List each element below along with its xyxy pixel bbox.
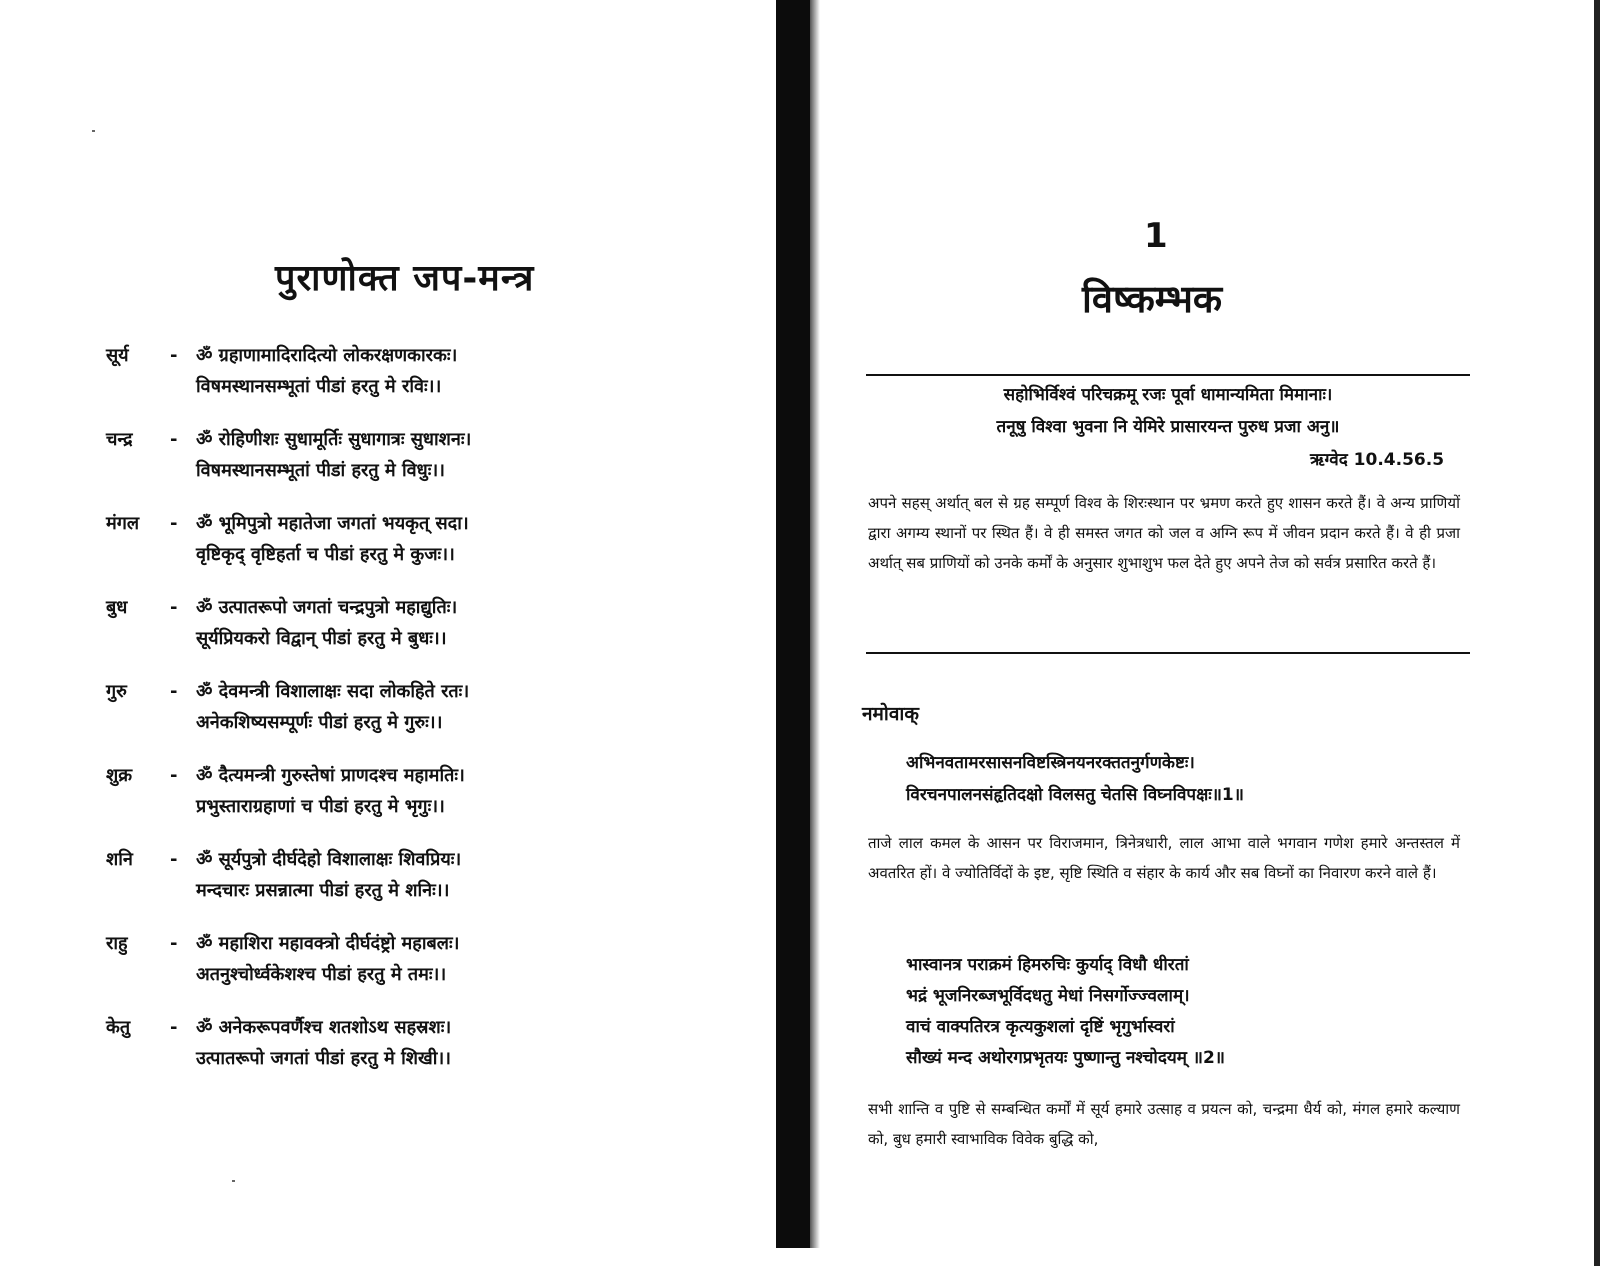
mantra-line: ॐ देवमन्त्री विशालाक्षः सदा लोकहिते रतः।: [196, 681, 470, 702]
sloka-line: सौख्यं मन्द अथोरगप्रभृतयः पुष्णान्तु नश्चोदयम् ॥2॥: [906, 1048, 1225, 1068]
chapter-number: 1: [1144, 216, 1168, 256]
sloka-line: वाचं वाक्पतिरत्र कृत्यकुशलां दृष्टिं भृगुर्भास्वरां: [906, 1017, 1175, 1037]
mantra-line: ॐ भूमिपुत्रो महातेजा जगतां भयकृत् सदा।: [196, 513, 469, 534]
book-spine: [776, 0, 810, 1248]
sloka-meaning: ताजे लाल कमल के आसन पर विराजमान, त्रिनेत्रधारी, लाल आभा वाले भगवान गणेश हमारे अन्तस्तल में अवतरित हों। वे ज्योतिर्विदों के इष्ट, सृष्टि स्थिति व संहार के कार्य और सब विघ्नों का निवारण करने वाले हैं।: [868, 834, 1460, 882]
mantra-list: [106, 340, 586, 1096]
mantra-line: ॐ सूर्यपुत्रो दीर्घदेहो विशालाक्षः शिवप्रियः।: [196, 849, 462, 870]
planet-name: बुध: [106, 597, 128, 618]
mantra-entry: [106, 676, 586, 760]
planet-name: सूर्य: [106, 345, 129, 366]
page-title: पुराणोक्त जप-मन्त्र: [275, 258, 535, 299]
mantra-entry: [106, 424, 586, 508]
divider-rule: [866, 374, 1470, 376]
planet-name: केतु: [106, 1017, 131, 1038]
mantra-line: ॐ रोहिणीशः सुधामूर्तिः सुधागात्रः सुधाशनः।: [196, 429, 472, 450]
mantra-line: वृष्टिकृद् वृष्टिहर्ता च पीडां हरतु मे कुजः।।: [196, 544, 455, 565]
mantra-line: ॐ दैत्यमन्त्री गुरुस्तेषां प्राणदश्च महामतिः।: [196, 765, 465, 786]
separator-dash: -: [170, 597, 178, 618]
epigraph-meaning: अपने सहस् अर्थात् बल से ग्रह सम्पूर्ण विश्व के शिरःस्थान पर भ्रमण करते हुए शासन करते हैं। वे अन्य प्राणियों द्वारा अगम्य स्थानों पर स्थित हैं। वे ही समस्त जगत को जल व अग्नि रूप में जीवन प्रदान करते हैं। वे ही प्रजा अर्थात् सब प्राणियों को उनके कर्मों के अनुसार शुभाशुभ फल देते हुए अपने तेज को सर्वत्र प्रसारित करते हैं।: [868, 494, 1460, 572]
mantra-entry: [106, 508, 586, 592]
mantra-entry: [106, 340, 586, 424]
mantra-line: अनेकशिष्यसम्पूर्णः पीडां हरतु मे गुरुः।।: [196, 712, 443, 733]
mantra-line: ॐ उत्पातरूपो जगतां चन्द्रपुत्रो महाद्युतिः।: [196, 597, 458, 618]
separator-dash: -: [170, 849, 178, 870]
separator-dash: -: [170, 1017, 178, 1038]
mantra-line: सूर्यप्रियकरो विद्वान् पीडां हरतु मे बुधः।।: [196, 628, 447, 649]
mantra-line: प्रभुस्ताराग्रहाणां च पीडां हरतु मे भृगुः।।: [196, 796, 445, 817]
separator-dash: -: [170, 681, 178, 702]
planet-name: शुक्र: [106, 765, 133, 786]
section-heading: नमोवाक्: [862, 703, 919, 725]
planet-name: गुरु: [106, 681, 127, 702]
sloka-line: अभिनवतामरसासनविष्टस्त्रिनयनरक्ततनुर्गणकेष्टः।: [906, 753, 1195, 773]
epigraph-source: ऋग्वेद 10.4.56.5: [1310, 450, 1445, 470]
mantra-line: उत्पातरूपो जगतां पीडां हरतु मे शिखी।।: [196, 1048, 451, 1069]
mantra-entry: [106, 1012, 586, 1096]
mantra-line: मन्दचारः प्रसन्नात्मा पीडां हरतु मे शनिः।।: [196, 880, 450, 901]
planet-name: राहु: [106, 933, 128, 954]
mantra-line: ॐ महाशिरा महावक्त्रो दीर्घदंष्ट्रो महाबलः।: [196, 933, 460, 954]
scan-speck: [232, 1180, 235, 1182]
planet-name: शनि: [106, 849, 133, 870]
separator-dash: -: [170, 933, 178, 954]
spine-shadow: [810, 0, 820, 1248]
epigraph-line: तनूषु विश्वा भुवना नि येमिरे प्रासारयन्त पुरुध प्रजा अनु॥: [996, 417, 1340, 437]
mantra-entry: [106, 592, 586, 676]
separator-dash: -: [170, 765, 178, 786]
sloka-meaning: सभी शान्ति व पुष्टि से सम्बन्धित कर्मों में सूर्य हमारे उत्साह व प्रयत्न को, चन्द्रमा धैर्य को, मंगल हमारे कल्याण को, बुध हमारी स्वाभाविक विवेक बुद्धि को,: [868, 1100, 1460, 1148]
separator-dash: -: [170, 345, 178, 366]
mantra-line: विषमस्थानसम्भूतां पीडां हरतु मे रविः।।: [196, 376, 442, 397]
mantra-line: ॐ अनेकरूपवर्णैश्च शतशोऽथ सहस्रशः।: [196, 1017, 452, 1038]
mantra-entry: [106, 760, 586, 844]
sloka-line: भास्वानत्र पराक्रमं हिमरुचिः कुर्याद् विधौ धीरतां: [906, 955, 1189, 975]
planet-name: चन्द्र: [106, 429, 133, 450]
scan-speck: [92, 130, 95, 132]
mantra-entry: [106, 928, 586, 1012]
page-edge: [1594, 0, 1600, 1266]
mantra-line: ॐ ग्रहाणामादिरादित्यो लोकरक्षणकारकः।: [196, 345, 458, 366]
mantra-line: अतनुश्चोर्ध्वकेशश्च पीडां हरतु मे तमः।।: [196, 964, 447, 985]
sloka-line: भद्रं भूजनिरब्जभूर्विदधतु मेधां निसर्गोज्ज्वलाम्।: [906, 986, 1190, 1006]
divider-rule: [866, 652, 1470, 654]
chapter-title: विष्कम्भक: [1082, 277, 1223, 321]
separator-dash: -: [170, 513, 178, 534]
sloka-line: विरचनपालनसंहृतिदक्षो विलसतु चेतसि विघ्नविपक्षः॥1॥: [906, 785, 1244, 805]
mantra-entry: [106, 844, 586, 928]
planet-name: मंगल: [106, 513, 140, 534]
epigraph-line: सहोभिर्विश्वं परिचक्रमू रजः पूर्वा धामान्यमिता मिमानाः।: [1003, 385, 1333, 405]
separator-dash: -: [170, 429, 178, 450]
mantra-line: विषमस्थानसम्भूतां पीडां हरतु मे विधुः।।: [196, 460, 445, 481]
